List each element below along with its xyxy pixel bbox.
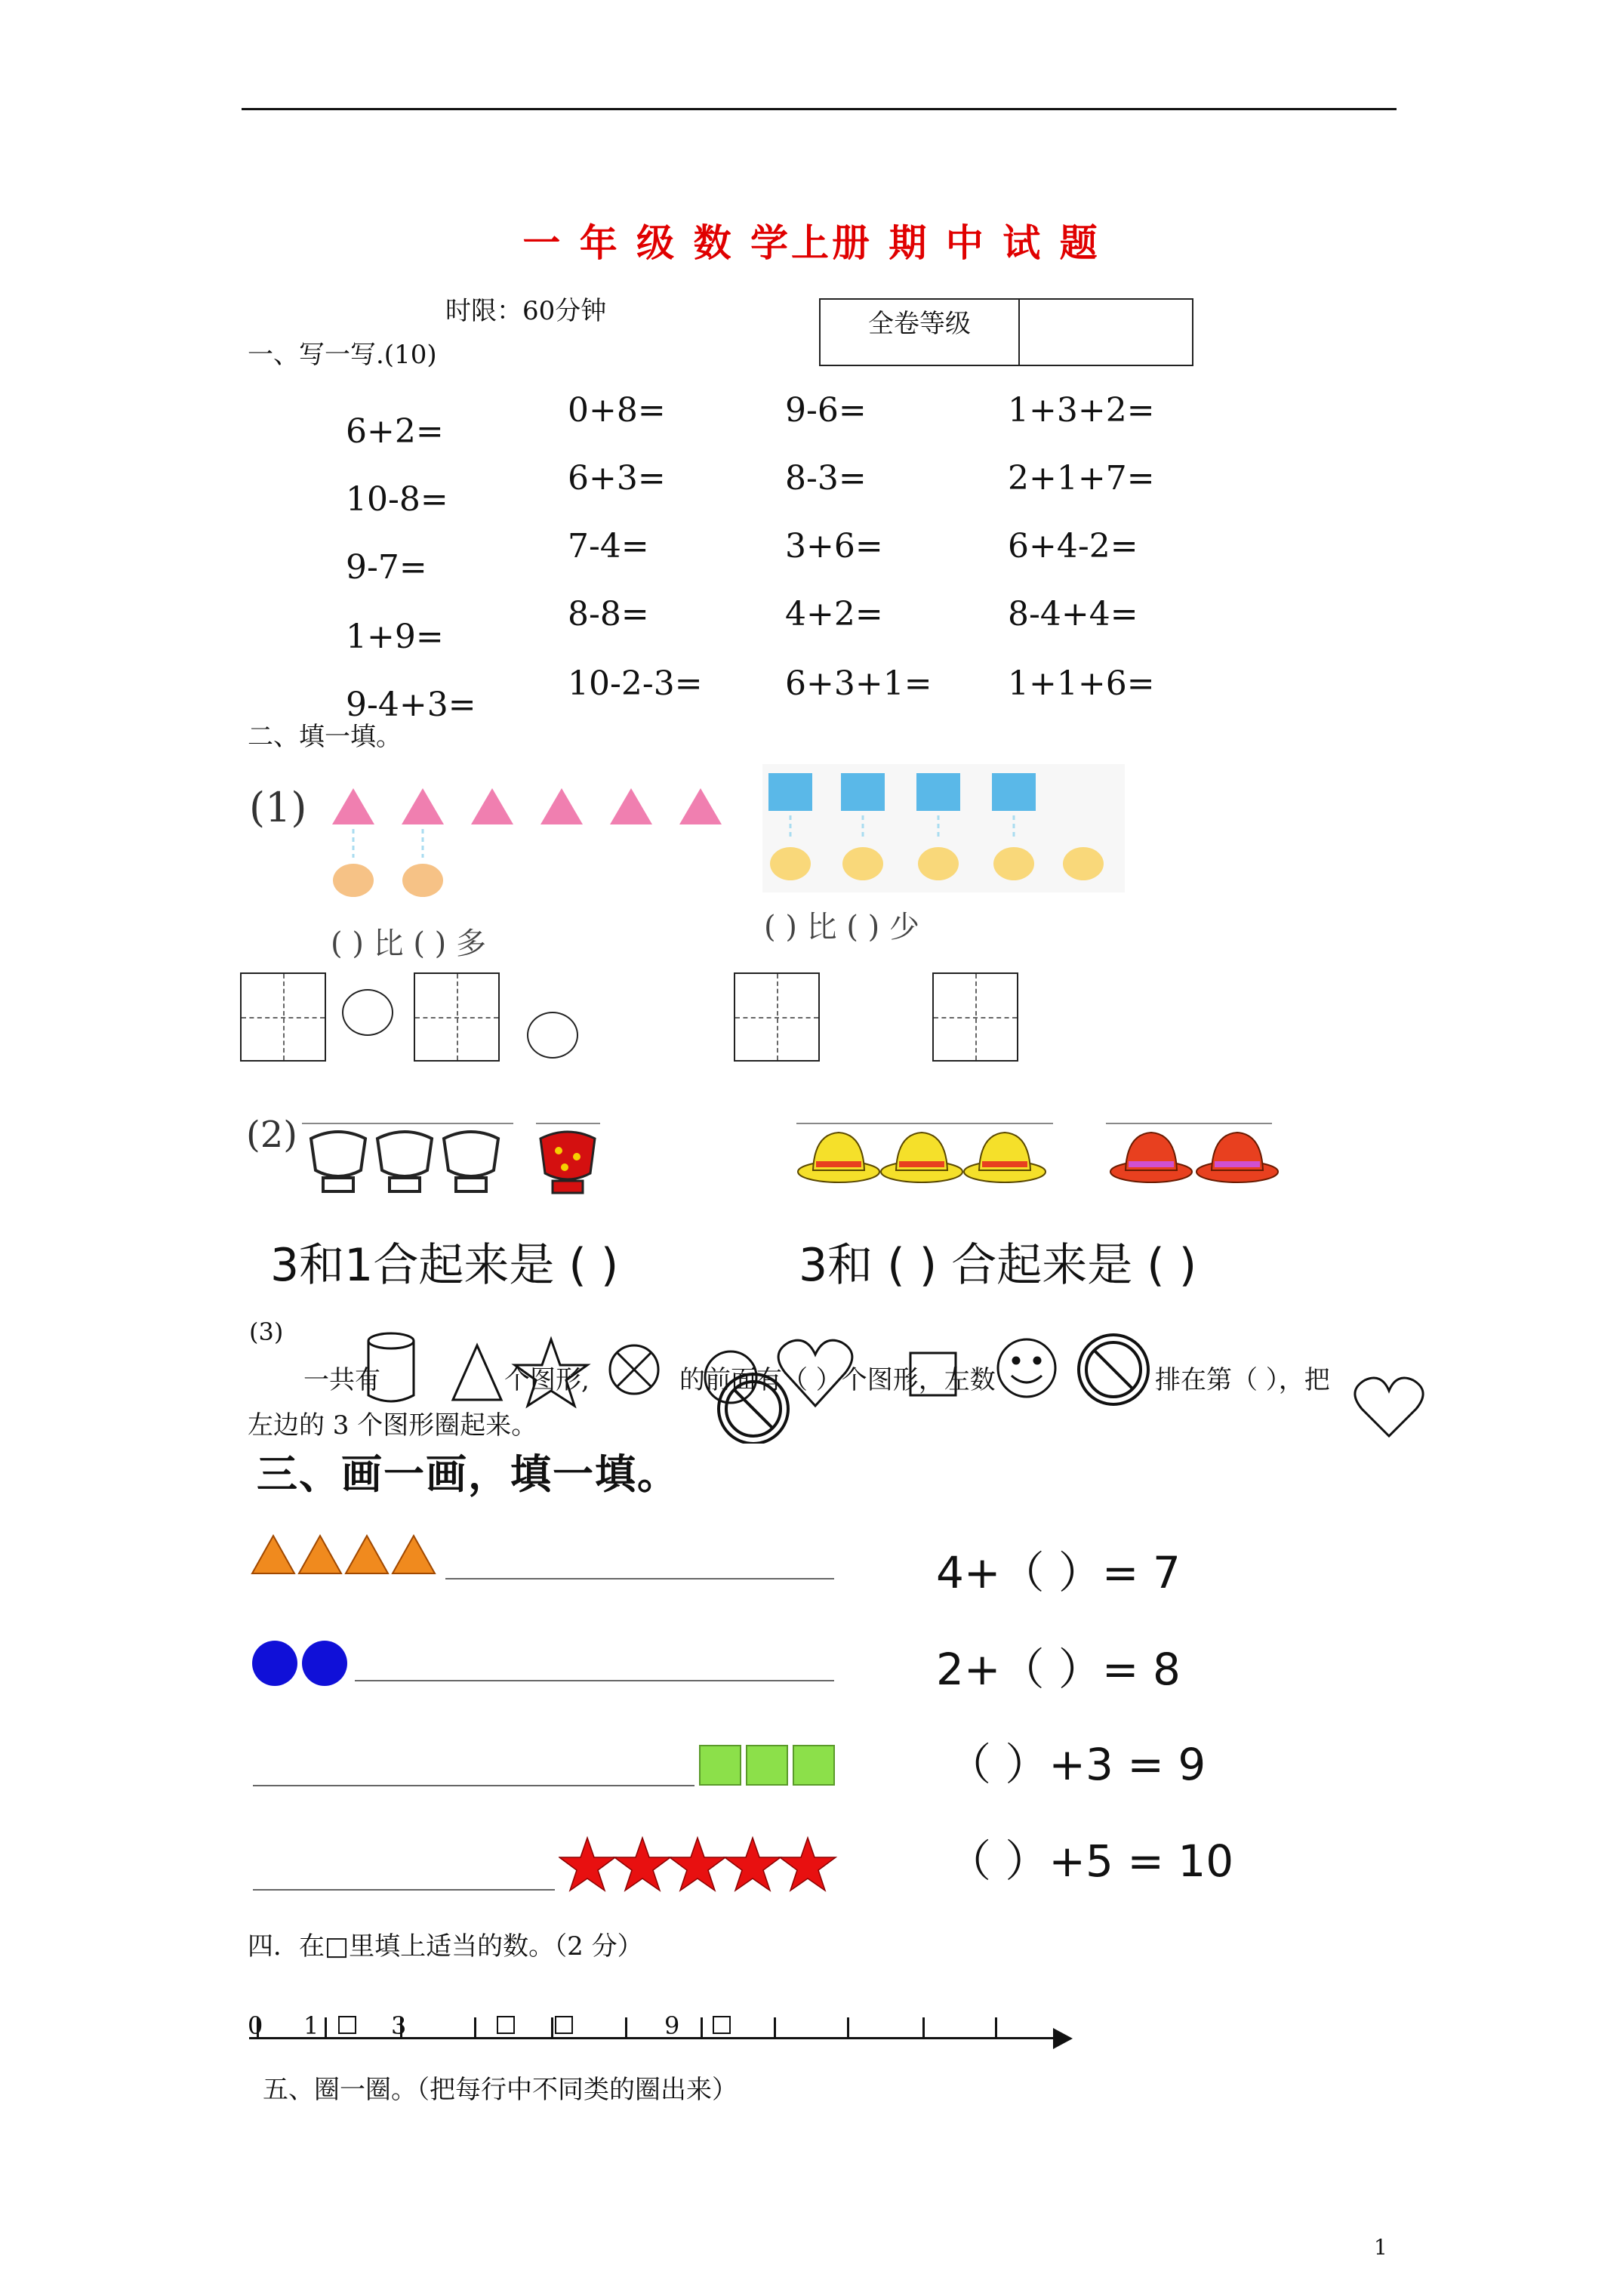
number-line [249,2037,1064,2039]
equation: 9-7= [346,548,427,587]
q1-right-figure [762,764,1125,892]
circle-x-icon [610,1345,658,1394]
star-icon [515,1339,587,1406]
section3-equation: （ ）+3 = 9 [947,1739,1206,1790]
draw-line[interactable] [355,1680,834,1681]
grade-box-label: 全卷等级 [820,299,1019,365]
number-line-tick [551,2017,553,2039]
number-line-tick [325,2017,327,2039]
number-line-tick [474,2017,476,2039]
equation: 1+3+2= [1008,391,1155,430]
compare-circle[interactable] [527,1012,578,1059]
q2-right-text: 3和 ( ) 合起来是 ( ) [799,1239,1197,1292]
equation: 10-2-3= [568,664,703,703]
equation: 6+3+1= [785,664,932,703]
number-line-tick [774,2017,776,2039]
number-line-tick [701,2017,703,2039]
q3-text-a: 一共有 [303,1365,380,1395]
number-blank-box[interactable] [713,2016,731,2034]
section4-heading: 四．在□里填上适当的数。（2 分） [248,1931,643,1962]
section2-heading: 二、填一填。 [248,722,402,752]
arrow-right-icon [1053,2028,1076,2049]
compare-circle[interactable] [342,989,393,1036]
number-line-tick [995,2017,997,2039]
heart-icon [778,1340,852,1406]
draw-line[interactable] [253,1785,694,1786]
page-number: 1 [1374,2235,1387,2260]
section1-heading: 一、写一写.(10) [248,340,437,370]
writing-grid[interactable] [414,972,500,1062]
number-line-label: 0 [248,2011,263,2040]
equation: 6+4-2= [1008,527,1138,566]
number-blank-box[interactable] [497,2016,515,2034]
equation: 8-3= [785,459,867,498]
equation: 3+6= [785,527,883,566]
no-sign-icon [1079,1335,1148,1404]
writing-grid[interactable] [240,972,326,1062]
writing-grid[interactable] [734,972,820,1062]
time-limit: 时限：60分钟 [445,296,607,326]
equation: 1+1+6= [1008,664,1155,703]
equation: 0+8= [568,391,666,430]
q1-left-blank: ( ) 比 ( ) 多 [331,926,486,961]
draw-line[interactable] [445,1578,834,1579]
equation: 10-8= [346,480,448,519]
blue-circles [249,1638,355,1688]
equation: 1+9= [346,618,444,656]
orange-triangles [249,1533,453,1578]
number-line-tick [922,2017,925,2039]
triangle-icon [453,1345,501,1400]
grade-box [819,298,1193,366]
writing-grid[interactable] [932,972,1018,1062]
page-title: 一 年 级 数 学上册 期 中 试 题 [522,220,1101,265]
green-squares [698,1743,842,1788]
equation: 8-8= [568,595,649,633]
section3-equation: 4+（ ）= 7 [936,1547,1181,1598]
number-line-label: 9 [664,2011,680,2040]
number-line-tick [847,2017,849,2039]
equation: 9-4+3= [346,686,476,724]
equation: 8-4+4= [1008,595,1138,633]
grade-box-field[interactable] [1019,299,1193,365]
bowls-figure [302,1117,619,1200]
section3-equation: 2+（ ）= 8 [936,1644,1181,1695]
number-line-label: 1 [303,2011,319,2040]
hats-figure [796,1117,1280,1200]
equation: 4+2= [785,595,883,633]
draw-line[interactable] [253,1889,555,1891]
header-rule [242,108,1397,110]
number-blank-box[interactable] [338,2016,356,2034]
heart-icon [1355,1378,1423,1436]
q2-left-text: 3和1合起来是 ( ) [270,1239,619,1292]
q1-label: (1) [249,784,307,831]
q3-text-line2: 左边的 3 个图形圈起来。 [248,1410,537,1441]
section3-heading: 三、画一画，填一填。 [257,1450,679,1498]
number-line-label: 3 [391,2011,407,2040]
equation: 7-4= [568,527,649,566]
smiley-icon [998,1339,1055,1397]
q3-text-d: 排在第（ ），把 [1155,1365,1330,1395]
q3-text-c: 的前面有（ ）个图形，左数 [679,1365,996,1395]
equation: 6+2= [346,412,444,451]
equation: 2+1+7= [1008,459,1155,498]
pink-triangles [332,788,722,824]
equation: 9-6= [785,391,867,430]
section5-heading: 五、圈一圈。（把每行中不同类的圈出来） [263,2075,738,2105]
q3-label: (3) [249,1318,284,1346]
equation: 6+3= [568,459,666,498]
red-stars [559,1835,838,1895]
q3-text-b: 个图形, [504,1365,590,1395]
q2-label: (2) [246,1114,297,1156]
section3-equation: （ ）+5 = 10 [947,1835,1234,1887]
q1-left-figure [325,778,732,906]
number-line-tick [625,2017,627,2039]
cylinder-icon [368,1333,414,1401]
square-icon [910,1353,956,1395]
q1-right-blank: ( ) 比 ( ) 少 [764,910,919,945]
number-blank-box[interactable] [555,2016,573,2034]
